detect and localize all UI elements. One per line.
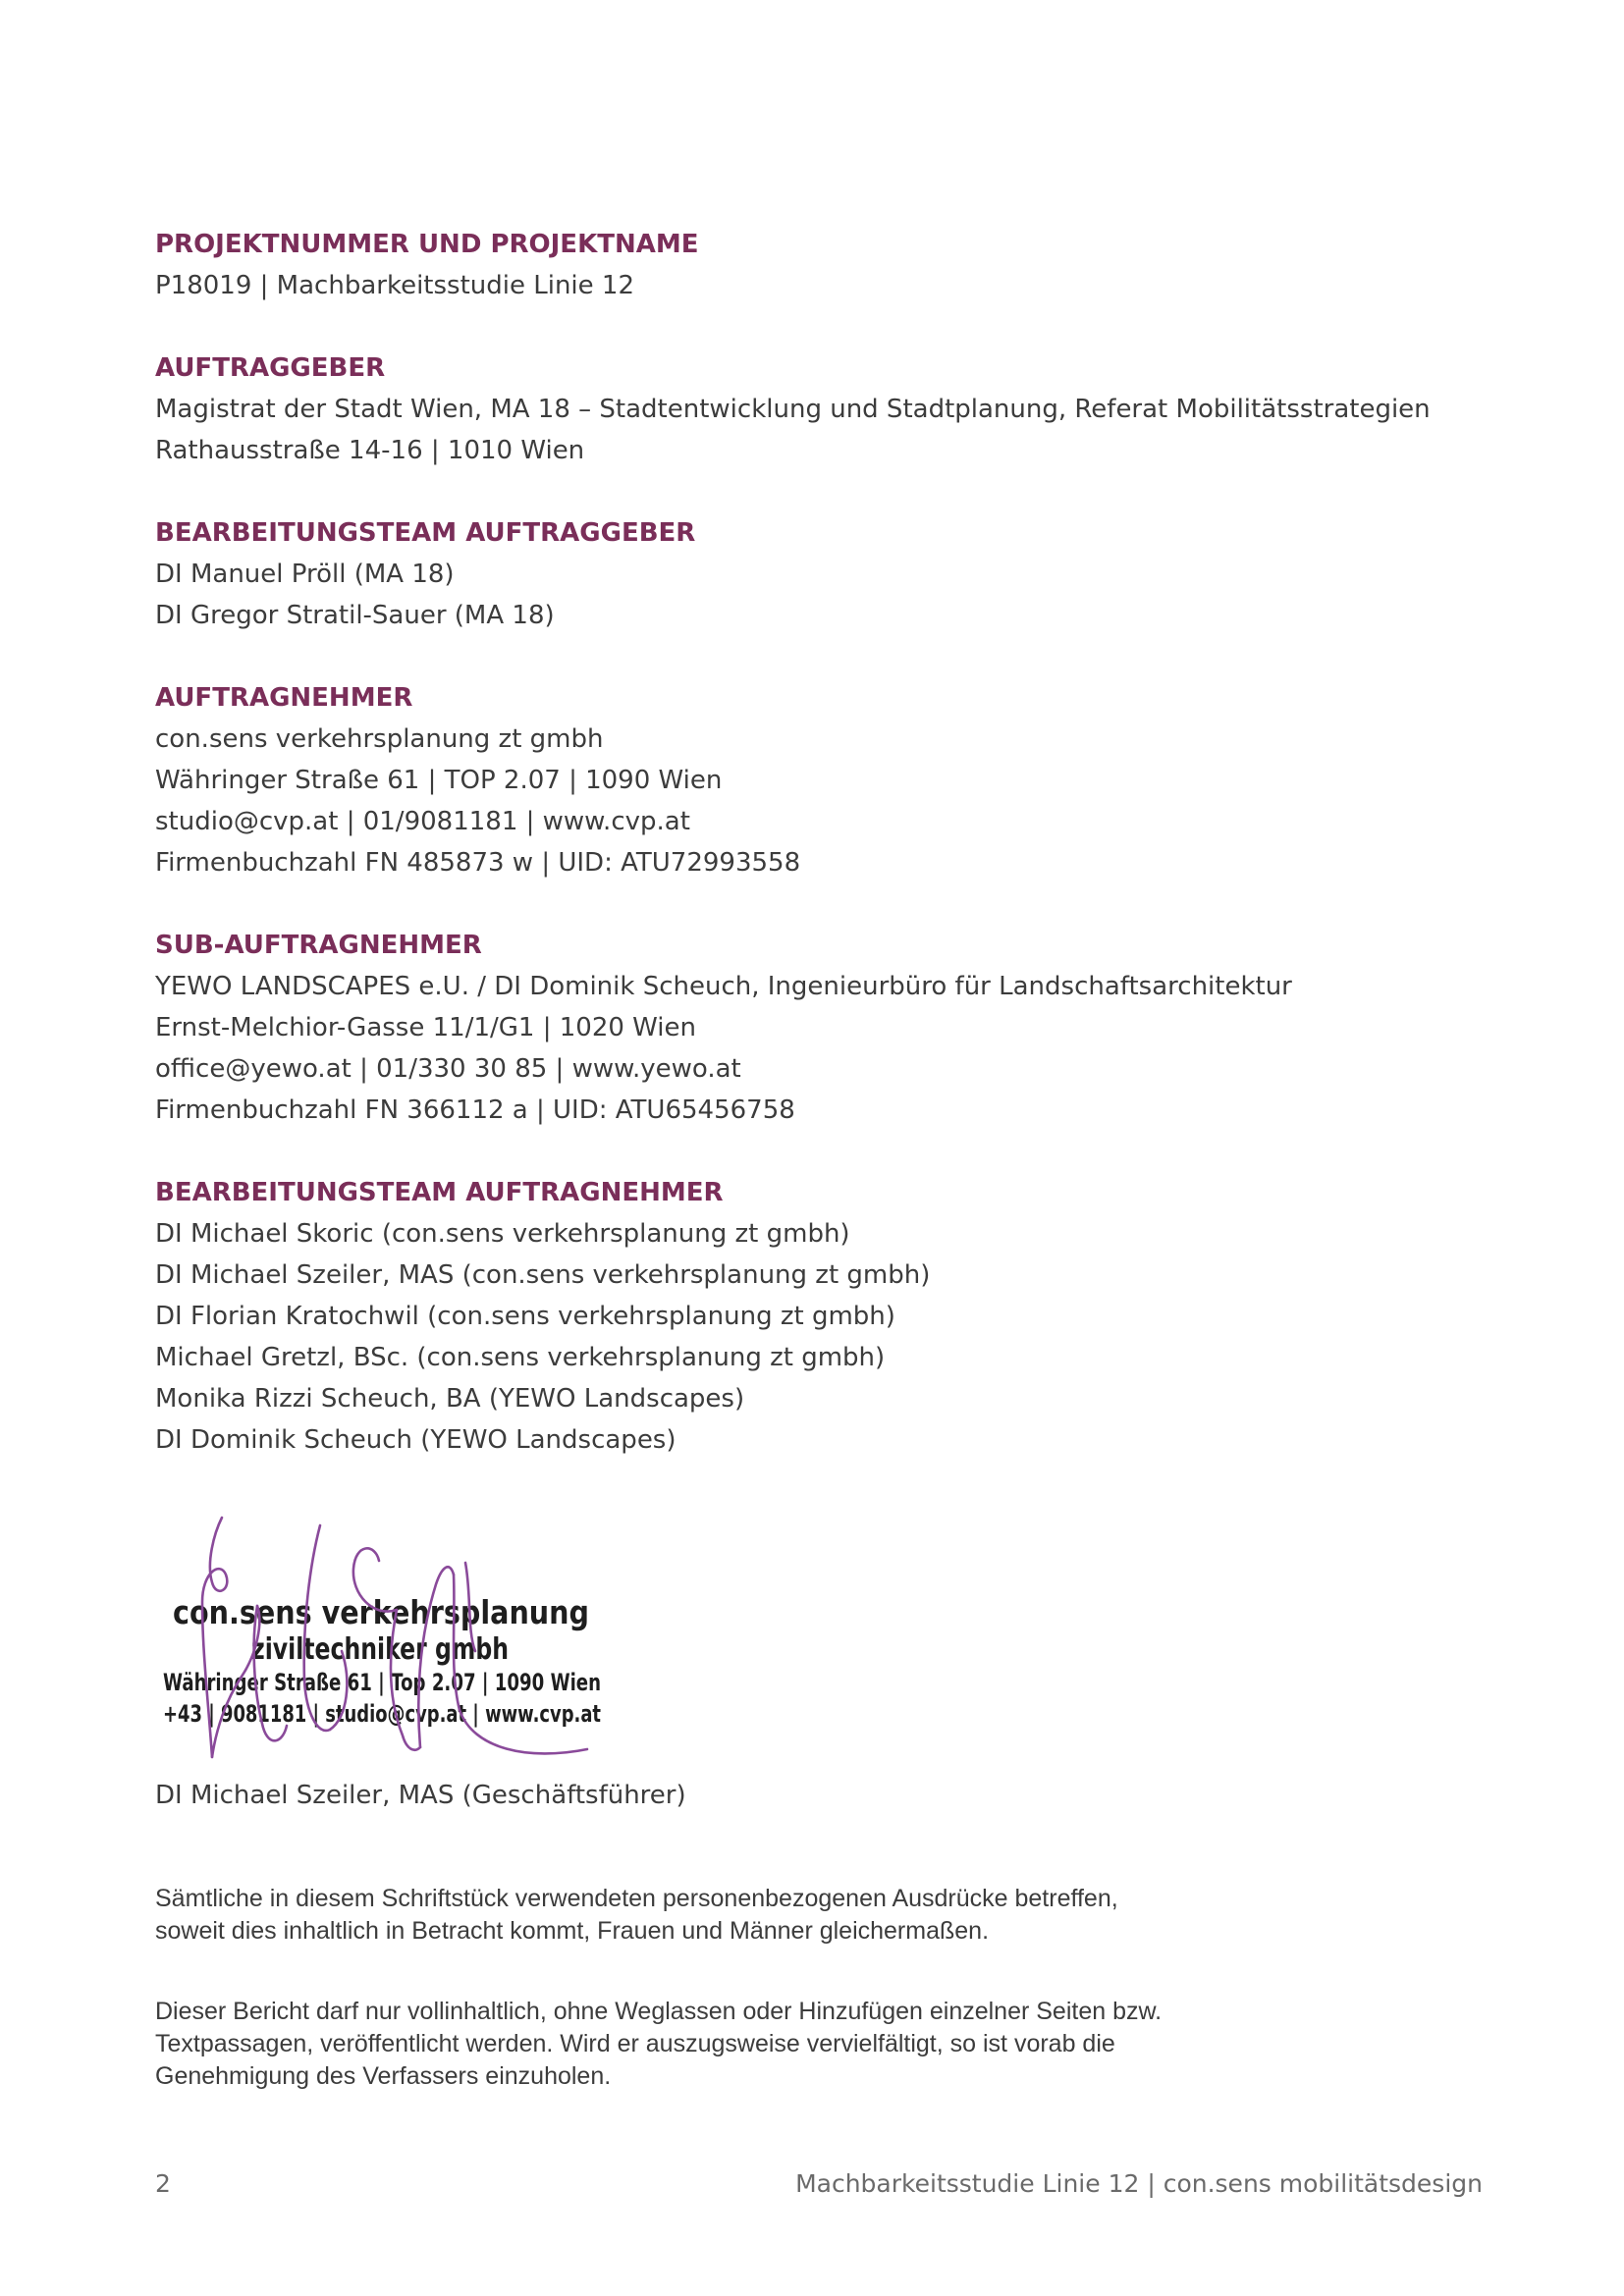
gender-notice (155, 1883, 1333, 1948)
notice-line: soweit dies inhaltlich in Betracht kommt, Frauen und Männer gleichermaßen. (155, 1917, 990, 1945)
footer-title: Machbarkeitsstudie Linie 12 | con.sens mobilitätsdesign (795, 2169, 1483, 2198)
section-heading: AUFTRAGNEHMER (155, 683, 413, 713)
notice-line: Dieser Bericht darf nur vollinhaltlich, ohne Weglassen oder Hinzufügen einzelner Seiten bzw. (155, 1998, 1163, 2025)
stamp-line-1: con.sens verkehrsplanung (173, 1593, 589, 1631)
section-line: con.sens verkehrsplanung zt gmbh (155, 724, 604, 754)
section-line: studio@cvp.at | 01/9081181 | www.cvp.at (155, 807, 690, 836)
section-line: DI Michael Szeiler, MAS (con.sens verkehrsplanung zt gmbh) (155, 1260, 931, 1290)
section-line: DI Michael Skoric (con.sens verkehrsplanung zt gmbh) (155, 1219, 850, 1249)
section-line: Währinger Straße 61 | TOP 2.07 | 1090 Wien (155, 766, 723, 795)
section-contractor (155, 677, 1471, 883)
section-line: DI Manuel Pröll (MA 18) (155, 560, 455, 589)
page-number: 2 (155, 2169, 171, 2198)
section-line: DI Gregor Stratil-Sauer (MA 18) (155, 601, 555, 630)
page-content (155, 224, 1471, 1502)
section-line: Monika Rizzi Scheuch, BA (YEWO Landscapes) (155, 1384, 745, 1414)
company-stamp (155, 1504, 666, 1769)
notice-line: Textpassagen, veröffentlicht werden. Wird er auszugsweise vervielfältigt, so ist vorab die (155, 2030, 1115, 2057)
section-line: P18019 | Machbarkeitsstudie Linie 12 (155, 271, 634, 300)
section-line: Michael Gretzl, BSc. (con.sens verkehrsplanung zt gmbh) (155, 1343, 886, 1372)
section-heading: SUB-AUFTRAGNEHMER (155, 931, 482, 960)
signer-name: DI Michael Szeiler, MAS (Geschäftsführer) (155, 1781, 686, 1810)
notice-line: Genehmigung des Verfassers einzuholen. (155, 2062, 612, 2090)
stamp-line-3: Währinger Straße 61 | Top 2.07 | 1090 Wien (163, 1669, 601, 1696)
section-line: Ernst-Melchior-Gasse 11/1/G1 | 1020 Wien (155, 1013, 697, 1042)
section-line: Firmenbuchzahl FN 366112 a | UID: ATU65456758 (155, 1095, 795, 1125)
section-line: Rathausstraße 14-16 | 1010 Wien (155, 436, 585, 465)
section-heading: BEARBEITUNGSTEAM AUFTRAGGEBER (155, 518, 696, 548)
section-line: YEWO LANDSCAPES e.U. / DI Dominik Scheuch, Ingenieurbüro für Landschaftsarchitektur (155, 972, 1292, 1001)
section-contractor-team (155, 1172, 1471, 1461)
section-line: office@yewo.at | 01/330 30 85 | www.yewo.at (155, 1054, 741, 1084)
section-heading: PROJEKTNUMMER UND PROJEKTNAME (155, 230, 699, 259)
section-heading: BEARBEITUNGSTEAM AUFTRAGNEHMER (155, 1178, 724, 1207)
stamp-signature-graphic (155, 1504, 666, 1769)
section-heading: AUFTRAGGEBER (155, 353, 386, 383)
section-line: DI Florian Kratochwil (con.sens verkehrsplanung zt gmbh) (155, 1302, 895, 1331)
section-subcontractor (155, 925, 1471, 1131)
section-line: Firmenbuchzahl FN 485873 w | UID: ATU72993558 (155, 848, 801, 878)
stamp-line-4: +43 | 9081181 | studio@cvp.at | www.cvp.at (163, 1700, 601, 1728)
stamp-line-2: ziviltechniker gmbh (251, 1632, 509, 1667)
notice-line: Sämtliche in diesem Schriftstück verwendeten personenbezogenen Ausdrücke betreffen, (155, 1885, 1118, 1912)
section-line: Magistrat der Stadt Wien, MA 18 – Stadtentwicklung und Stadtplanung, Referat Mobilitätsstrategien (155, 395, 1431, 424)
section-client (155, 347, 1471, 471)
section-client-team (155, 512, 1471, 636)
section-project (155, 224, 1471, 306)
section-line: DI Dominik Scheuch (YEWO Landscapes) (155, 1425, 677, 1455)
publication-notice (155, 1996, 1333, 2093)
